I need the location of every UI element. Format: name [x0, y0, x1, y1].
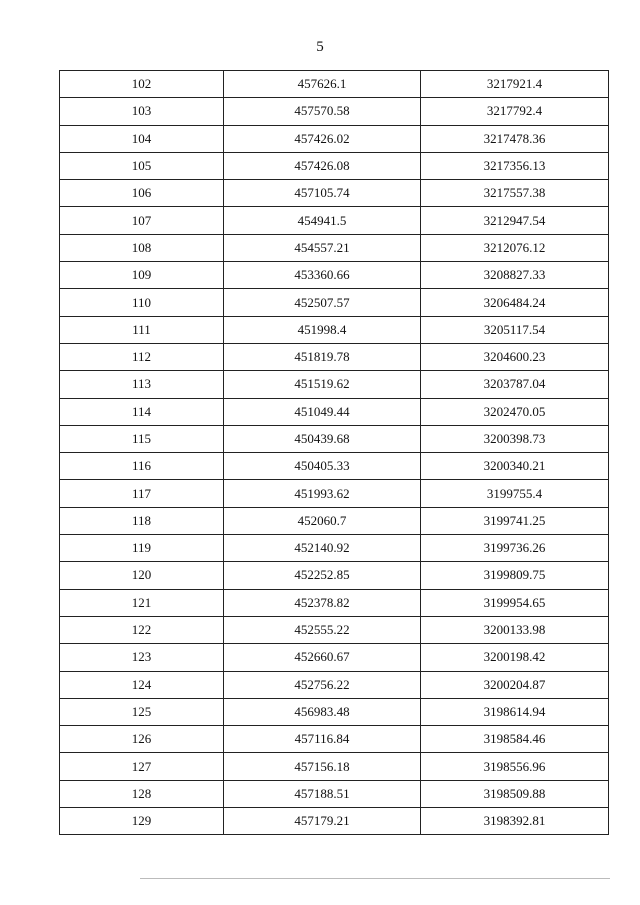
x-coordinate-cell: 451519.62: [224, 371, 421, 398]
table-row: [60, 616, 609, 643]
y-coordinate-cell: 3206484.24: [421, 289, 609, 316]
point-number-cell: 124: [60, 671, 224, 698]
x-coordinate-cell: 457156.18: [224, 753, 421, 780]
table-row: [60, 480, 609, 507]
y-coordinate-cell: 3208827.33: [421, 262, 609, 289]
x-coordinate-cell: 457570.58: [224, 98, 421, 125]
y-coordinate-cell: 3200198.42: [421, 644, 609, 671]
y-coordinate-cell: 3217478.36: [421, 125, 609, 152]
point-number-cell: 102: [60, 71, 224, 98]
table-row: [60, 316, 609, 343]
point-number-cell: 110: [60, 289, 224, 316]
point-number-cell: 118: [60, 507, 224, 534]
point-number-cell: 107: [60, 207, 224, 234]
point-number-cell: 112: [60, 343, 224, 370]
x-coordinate-cell: 452555.22: [224, 616, 421, 643]
bottom-rule: [140, 878, 610, 879]
x-coordinate-cell: 452060.7: [224, 507, 421, 534]
table-row: [60, 780, 609, 807]
point-number-cell: 111: [60, 316, 224, 343]
y-coordinate-cell: 3199809.75: [421, 562, 609, 589]
point-number-cell: 128: [60, 780, 224, 807]
y-coordinate-cell: 3203787.04: [421, 371, 609, 398]
y-coordinate-cell: 3200398.73: [421, 425, 609, 452]
y-coordinate-cell: 3198509.88: [421, 780, 609, 807]
y-coordinate-cell: 3217921.4: [421, 71, 609, 98]
x-coordinate-cell: 450439.68: [224, 425, 421, 452]
table-row: [60, 398, 609, 425]
table-row: [60, 207, 609, 234]
x-coordinate-cell: 451819.78: [224, 343, 421, 370]
y-coordinate-cell: 3217356.13: [421, 152, 609, 179]
table-row: [60, 507, 609, 534]
x-coordinate-cell: 452756.22: [224, 671, 421, 698]
y-coordinate-cell: 3198614.94: [421, 698, 609, 725]
x-coordinate-cell: 454557.21: [224, 234, 421, 261]
table-row: [60, 671, 609, 698]
point-number-cell: 115: [60, 425, 224, 452]
y-coordinate-cell: 3217792.4: [421, 98, 609, 125]
point-number-cell: 122: [60, 616, 224, 643]
y-coordinate-cell: 3200204.87: [421, 671, 609, 698]
point-number-cell: 116: [60, 453, 224, 480]
x-coordinate-cell: 452507.57: [224, 289, 421, 316]
point-number-cell: 119: [60, 535, 224, 562]
y-coordinate-cell: 3199741.25: [421, 507, 609, 534]
point-number-cell: 120: [60, 562, 224, 589]
point-number-cell: 105: [60, 152, 224, 179]
x-coordinate-cell: 457116.84: [224, 726, 421, 753]
y-coordinate-cell: 3198392.81: [421, 808, 609, 835]
point-number-cell: 104: [60, 125, 224, 152]
table-row: [60, 562, 609, 589]
x-coordinate-cell: 452378.82: [224, 589, 421, 616]
table-row: [60, 289, 609, 316]
x-coordinate-cell: 452140.92: [224, 535, 421, 562]
point-number-cell: 106: [60, 180, 224, 207]
x-coordinate-cell: 457426.08: [224, 152, 421, 179]
x-coordinate-cell: 454941.5: [224, 207, 421, 234]
table-row: [60, 453, 609, 480]
y-coordinate-cell: 3212947.54: [421, 207, 609, 234]
table-row: [60, 371, 609, 398]
x-coordinate-cell: 451993.62: [224, 480, 421, 507]
table-row: [60, 644, 609, 671]
y-coordinate-cell: 3199954.65: [421, 589, 609, 616]
table-row: [60, 234, 609, 261]
table-row: [60, 180, 609, 207]
y-coordinate-cell: 3205117.54: [421, 316, 609, 343]
point-number-cell: 127: [60, 753, 224, 780]
x-coordinate-cell: 453360.66: [224, 262, 421, 289]
x-coordinate-cell: 451998.4: [224, 316, 421, 343]
table-row: [60, 343, 609, 370]
point-number-cell: 121: [60, 589, 224, 616]
table-row: [60, 125, 609, 152]
table-row: [60, 753, 609, 780]
x-coordinate-cell: 452660.67: [224, 644, 421, 671]
x-coordinate-cell: 451049.44: [224, 398, 421, 425]
x-coordinate-cell: 457426.02: [224, 125, 421, 152]
y-coordinate-cell: 3200340.21: [421, 453, 609, 480]
point-number-cell: 129: [60, 808, 224, 835]
point-number-cell: 103: [60, 98, 224, 125]
point-number-cell: 108: [60, 234, 224, 261]
point-number-cell: 125: [60, 698, 224, 725]
table-row: [60, 425, 609, 452]
y-coordinate-cell: 3204600.23: [421, 343, 609, 370]
table-row: [60, 262, 609, 289]
y-coordinate-cell: 3212076.12: [421, 234, 609, 261]
point-number-cell: 114: [60, 398, 224, 425]
table-row: [60, 152, 609, 179]
x-coordinate-cell: 457626.1: [224, 71, 421, 98]
x-coordinate-cell: 452252.85: [224, 562, 421, 589]
coordinate-table-body: [60, 71, 609, 835]
point-number-cell: 113: [60, 371, 224, 398]
y-coordinate-cell: 3198556.96: [421, 753, 609, 780]
page-number: 5: [316, 39, 324, 55]
x-coordinate-cell: 457179.21: [224, 808, 421, 835]
y-coordinate-cell: 3199755.4: [421, 480, 609, 507]
coordinate-table: [59, 70, 609, 835]
x-coordinate-cell: 450405.33: [224, 453, 421, 480]
y-coordinate-cell: 3199736.26: [421, 535, 609, 562]
point-number-cell: 126: [60, 726, 224, 753]
table-row: [60, 698, 609, 725]
y-coordinate-cell: 3202470.05: [421, 398, 609, 425]
table-row: [60, 589, 609, 616]
table-row: [60, 71, 609, 98]
table-row: [60, 726, 609, 753]
y-coordinate-cell: 3198584.46: [421, 726, 609, 753]
table-row: [60, 98, 609, 125]
table-row: [60, 808, 609, 835]
x-coordinate-cell: 456983.48: [224, 698, 421, 725]
point-number-cell: 123: [60, 644, 224, 671]
x-coordinate-cell: 457105.74: [224, 180, 421, 207]
point-number-cell: 117: [60, 480, 224, 507]
table-row: [60, 535, 609, 562]
point-number-cell: 109: [60, 262, 224, 289]
y-coordinate-cell: 3200133.98: [421, 616, 609, 643]
x-coordinate-cell: 457188.51: [224, 780, 421, 807]
y-coordinate-cell: 3217557.38: [421, 180, 609, 207]
